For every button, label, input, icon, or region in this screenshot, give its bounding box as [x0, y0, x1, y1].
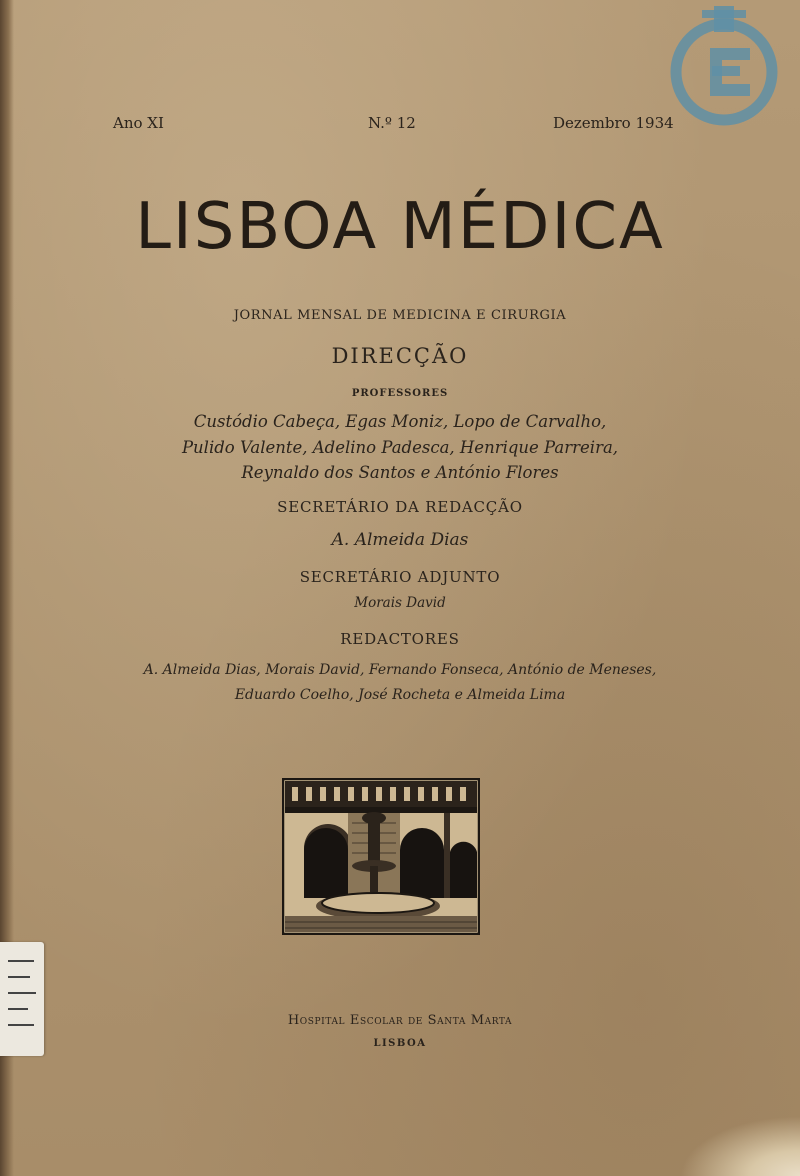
issue-date: Dezembro 1934 [553, 114, 674, 132]
assistant-secretary-name: Morais David [354, 595, 446, 611]
worn-corner [680, 1116, 800, 1176]
professors-line: Reynaldo dos Santos e António Flores [241, 463, 559, 482]
label-line [8, 1008, 28, 1010]
secretary-heading: SECRETÁRIO DA REDACÇÃO [277, 498, 523, 516]
publisher-name: Hospital Escolar de Santa Marta [287, 1013, 513, 1028]
editors-heading: REDACTORES [340, 630, 460, 648]
issue-number: N.º 12 [368, 114, 416, 132]
assistant-secretary-heading: SECRETÁRIO ADJUNTO [299, 568, 501, 586]
secretary-name: A. Almeida Dias [331, 530, 469, 550]
courtyard-fountain-engraving [282, 778, 480, 935]
professors-line: Pulido Valente, Adelino Padesca, Henrique Parreira, [181, 438, 619, 457]
publisher-city: LISBOA [373, 1038, 427, 1049]
label-line [8, 960, 34, 962]
professors-label: PROFESSORES [351, 388, 449, 399]
editors-line: A. Almeida Dias, Morais David, Fernando Fonseca, António de Meneses, [143, 662, 657, 678]
professors-line: Custódio Cabeça, Egas Moniz, Lopo de Carvalho, [193, 412, 607, 431]
label-line [8, 992, 36, 994]
label-line [8, 976, 30, 978]
library-stamp-icon [668, 2, 780, 130]
direction-heading: DIRECÇÃO [331, 344, 469, 368]
journal-subtitle: JORNAL MENSAL DE MEDICINA E CIRURGIA [233, 308, 567, 323]
journal-title: LISBOA MÉDICA [135, 190, 665, 264]
volume-year: Ano XI [113, 114, 164, 132]
editors-line: Eduardo Coelho, José Rocheta e Almeida Lima [234, 687, 566, 703]
